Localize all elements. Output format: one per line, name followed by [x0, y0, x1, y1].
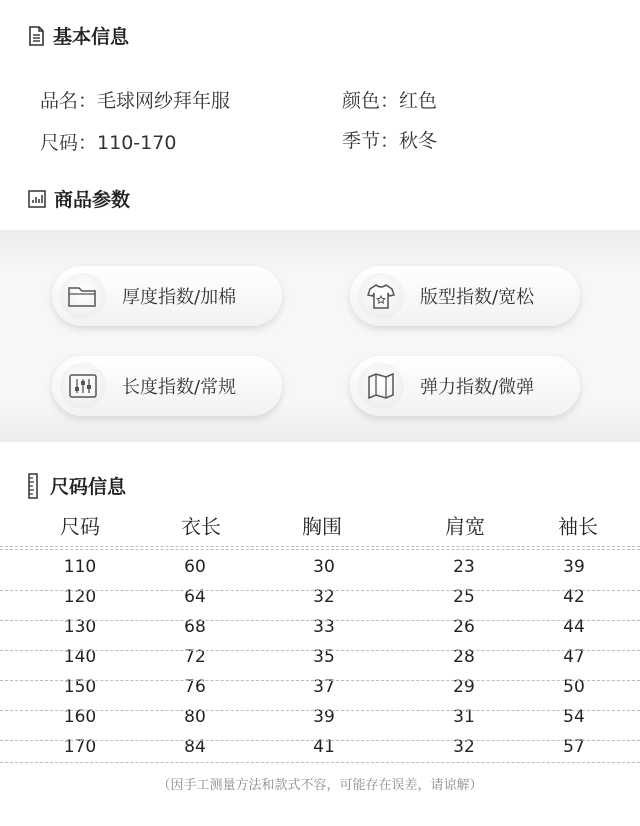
table-row: [0, 732, 640, 762]
params-header: [28, 185, 130, 212]
info-value: 红色: [399, 90, 438, 112]
cell-chest: 33: [313, 617, 335, 637]
info-value: 毛球网纱拜年服: [97, 90, 231, 112]
param-fit: [350, 266, 580, 326]
cell-size: 120: [63, 587, 97, 607]
column-header: 袖长: [558, 514, 598, 539]
divider: [0, 762, 640, 763]
cell-size: 130: [63, 617, 97, 637]
cell-shoulder: 31: [453, 707, 475, 727]
cell-length: 80: [184, 707, 206, 727]
params-title: 商品参数: [54, 189, 131, 211]
cell-shoulder: 25: [453, 587, 475, 607]
cell-length: 68: [184, 617, 206, 637]
info-value: 秋冬: [399, 130, 438, 152]
cell-length: 76: [184, 677, 206, 697]
divider: [0, 650, 640, 651]
info-field-season: [342, 126, 437, 153]
cell-size: 170: [63, 737, 97, 757]
divider: [0, 680, 640, 681]
cell-chest: 41: [313, 737, 335, 757]
param-label: 长度指数/常规: [122, 377, 237, 398]
ruler-icon: [28, 473, 42, 499]
info-field-name: [40, 86, 230, 113]
divider: [0, 710, 640, 711]
size-info-title: 尺码信息: [50, 476, 127, 498]
param-label: 厚度指数/加棉: [122, 287, 237, 308]
cell-size: 160: [63, 707, 97, 727]
table-row: [0, 702, 640, 732]
column-header: 尺码: [60, 514, 100, 539]
measurement-note: （因手工测量方法和款式不容，可能存在误差，请谅解）: [157, 778, 483, 793]
divider: [0, 620, 640, 621]
folder-icon: [67, 283, 99, 309]
param-length: [52, 356, 282, 416]
table-row: [0, 642, 640, 672]
map-icon: [366, 372, 396, 400]
divider: [0, 546, 640, 547]
info-key: 颜色：: [342, 90, 400, 112]
table-row: [0, 552, 640, 582]
table-row: [0, 672, 640, 702]
column-header: 衣长: [181, 514, 221, 539]
cell-chest: 35: [313, 647, 335, 667]
cell-shoulder: 29: [453, 677, 475, 697]
cell-sleeve: 47: [563, 647, 585, 667]
info-key: 尺码：: [40, 132, 98, 154]
size-info-header: [28, 472, 126, 499]
param-label: 版型指数/宽松: [420, 287, 535, 308]
param-elasticity: [350, 356, 580, 416]
cell-size: 140: [63, 647, 97, 667]
size-table: [0, 506, 640, 762]
info-value: 110-170: [97, 132, 177, 154]
cell-size: 110: [63, 557, 97, 577]
info-key: 季节：: [342, 130, 400, 152]
basic-info-header: [28, 22, 129, 49]
cell-shoulder: 32: [453, 737, 475, 757]
document-icon: [28, 26, 45, 46]
table-header-row: [0, 506, 640, 544]
tshirt-icon: [366, 282, 396, 310]
cell-shoulder: 26: [453, 617, 475, 637]
cell-sleeve: 42: [563, 587, 585, 607]
table-row: [0, 582, 640, 612]
param-thickness: [52, 266, 282, 326]
cell-length: 64: [184, 587, 206, 607]
info-field-size: [40, 128, 176, 155]
cell-length: 72: [184, 647, 206, 667]
column-header: 胸围: [302, 514, 342, 539]
cell-length: 84: [184, 737, 206, 757]
cell-chest: 37: [313, 677, 335, 697]
bar-chart-icon: [28, 190, 46, 208]
basic-info-title: 基本信息: [53, 26, 130, 48]
divider: [0, 590, 640, 591]
cell-sleeve: 54: [563, 707, 585, 727]
params-panel: [0, 230, 640, 442]
cell-length: 60: [184, 557, 206, 577]
divider: [0, 549, 640, 550]
info-field-color: [342, 86, 437, 113]
cell-size: 150: [63, 677, 97, 697]
cell-chest: 32: [313, 587, 335, 607]
cell-sleeve: 44: [563, 617, 585, 637]
cell-chest: 30: [313, 557, 335, 577]
cell-shoulder: 28: [453, 647, 475, 667]
cell-chest: 39: [313, 707, 335, 727]
divider: [0, 740, 640, 741]
cell-sleeve: 57: [563, 737, 585, 757]
info-key: 品名：: [40, 90, 98, 112]
sliders-icon: [68, 373, 98, 399]
table-row: [0, 612, 640, 642]
cell-sleeve: 50: [563, 677, 585, 697]
column-header: 肩宽: [445, 514, 485, 539]
cell-shoulder: 23: [453, 557, 475, 577]
param-label: 弹力指数/微弹: [420, 377, 535, 398]
cell-sleeve: 39: [563, 557, 585, 577]
